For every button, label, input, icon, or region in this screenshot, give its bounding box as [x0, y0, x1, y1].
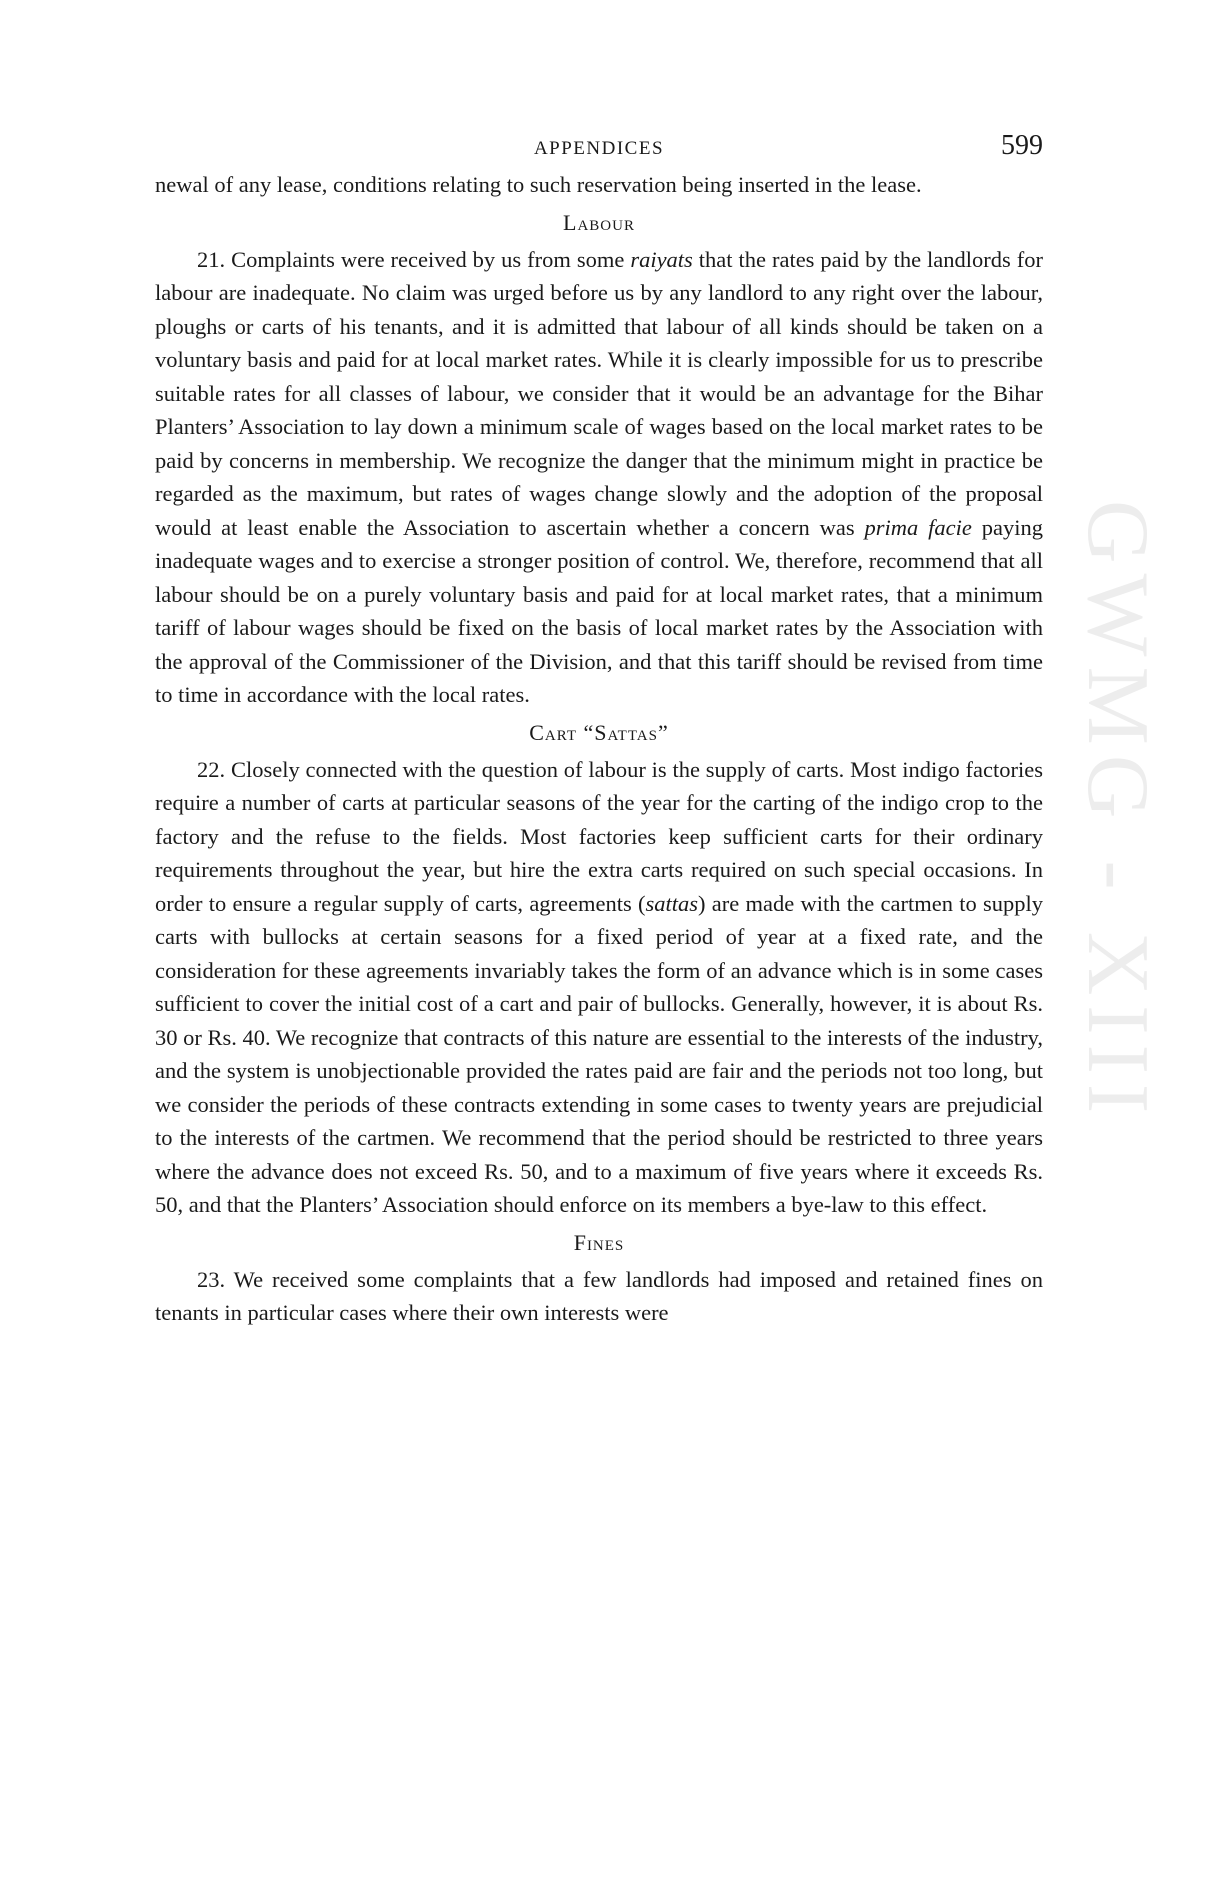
page-body [155, 128, 1043, 1330]
text-run: We received some complaints that a few landlords had imposed and retained fines on tenants in particular cases where their own interests were [155, 1266, 1043, 1325]
running-title: APPENDICES [533, 138, 665, 159]
text-run: paying inadequate wages and to exercise a stronger position of control. We, therefore, recommend that all labour should be on a purely voluntary basis and paid for at local market rates, that a minimum tariff of labour wages should be fixed on the basis of local market rates by the Association with the approval of the Commissioner of the Division, and that this tariff should be revised from time to time in accordance with the local rates. [155, 514, 1043, 707]
paragraph-number: 23. [197, 1266, 234, 1292]
paragraph-21 [155, 243, 1043, 712]
text-run: Closely connected with the question of labour is the supply of carts. Most indigo factories require a number of carts at particular seasons of the year for the carting of the indigo crop to the factory and the refuse to the fields. Most factories keep sufficient carts for their ordinary requirements throughout the year, but hire the extra carts required on such special occasions. In order to ensure a regular supply of carts, agreements ( [155, 756, 1043, 916]
italic-term: prima facie [864, 514, 972, 540]
italic-term: sattas [645, 890, 699, 916]
italic-term: raiyats [630, 246, 693, 272]
text-run: that the rates paid by the landlords for labour are inadequate. No claim was urged before us by any landlord to any right over the labour, ploughs or carts of his tenants, and it is admitted that labour of all kinds should be taken on a voluntary basis and paid for at local market rates. While it is clearly impossible for us to prescribe suitable rates for all classes of labour, we consider that it would be an advantage for the Bihar Planters’ Association to lay down a minimum scale of wages based on the local market rates to be paid by concerns in membership. We recognize the danger that the minimum might in practice be regarded as the maximum, but rates of wages change slowly and the adoption of the proposal would at least enable the Association to ascertain whether a concern was [155, 246, 1044, 540]
paragraph-number: 22. [197, 756, 231, 782]
paragraph-23-text [155, 1267, 1043, 1326]
text-run: ) are made with the cartmen to supply carts with bullocks at certain seasons for a fixed period of year at a fixed rate, and the consideration for these agreements invariably takes the form of an advance which is in some cases sufficient to cover the initial cost of a cart and pair of bullocks. Generally, however, it is about Rs. 30 or Rs. 40. We recognize that contracts of this nature are essential to the interests of the industry, and the system is unobjectionable provided the rates paid are fair and the periods not too long, but we consider the periods of these contracts extending in some cases to twenty years are prejudicial to the interests of the cartmen. We recommend that the period should be restricted to three years where the advance does not exceed Rs. 50, and to a maximum of five years where it exceeds Rs. 50, and that the Planters’ Association should enforce on its members a bye-law to this effect. [155, 890, 1044, 1217]
page-number: 599 [1001, 130, 1043, 161]
text-run: Complaints were received by us from some [231, 246, 631, 272]
paragraph-22 [155, 753, 1043, 1222]
running-head [155, 128, 1043, 168]
paragraph-number: 21. [197, 246, 232, 272]
paragraph-22-text [155, 757, 1043, 1218]
continued-paragraph: newal of any lease, conditions relating to such reservation being inserted in the lease. [155, 172, 922, 197]
section-heading-cart-sattas: Cart “Sattas” [529, 719, 669, 745]
paragraph-21-text [155, 247, 1043, 708]
watermark: GWMG - XIII [1069, 500, 1166, 1124]
paragraph-23 [155, 1263, 1043, 1330]
section-heading-fines: Fines [573, 1229, 625, 1255]
section-heading-labour: Labour [563, 209, 635, 235]
